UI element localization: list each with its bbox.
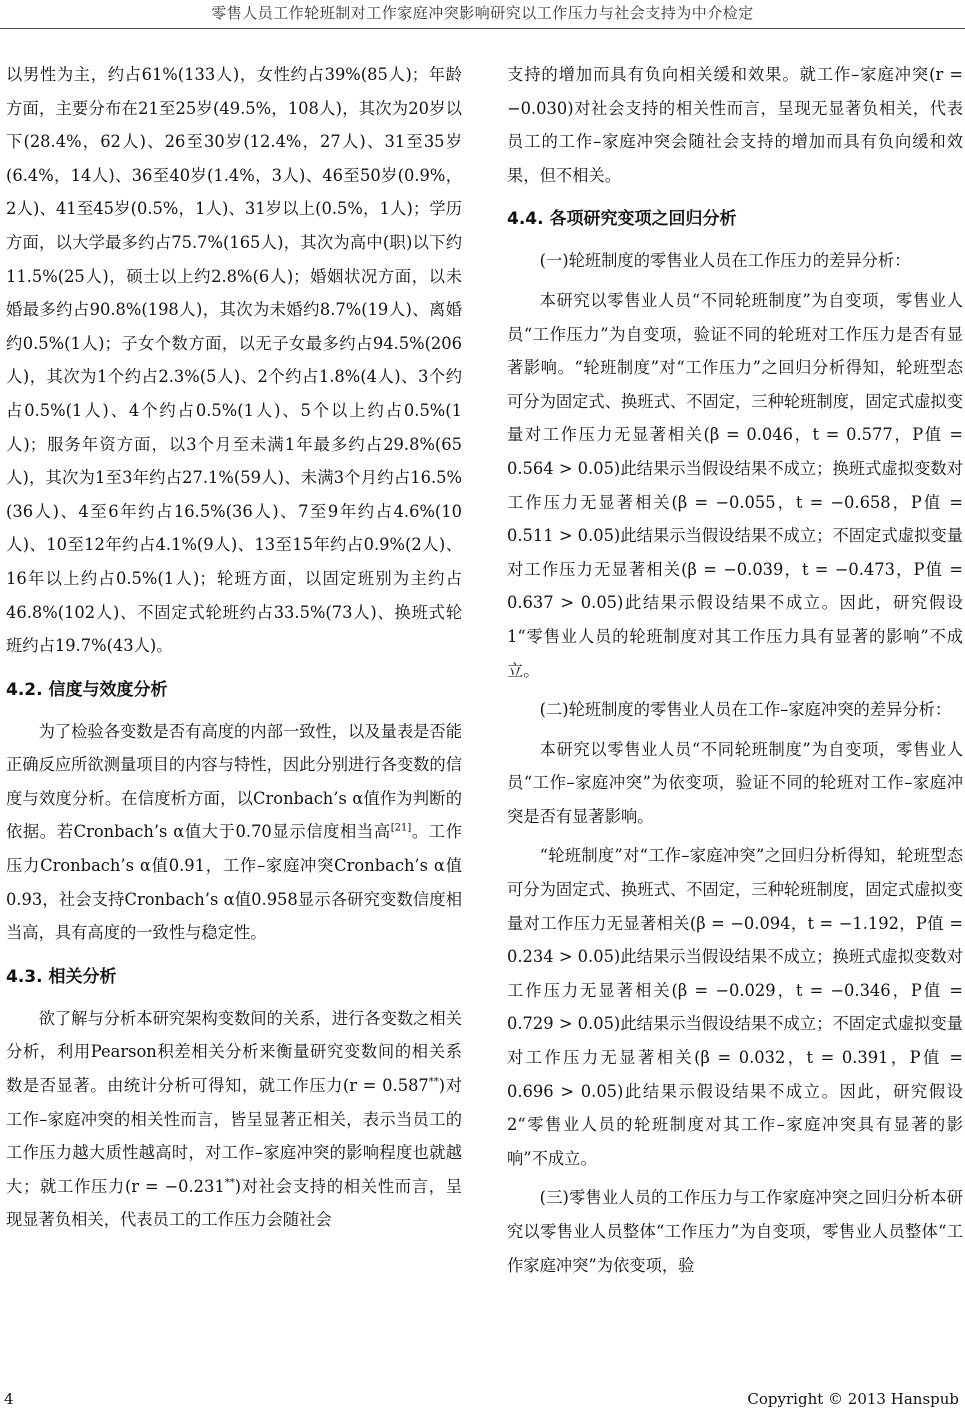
reliability-text-b: 。工作压力Cronbach’s α值0.91，工作–家庭冲突Cronbach’s α值0.93，社会支持Cronbach’s α值0.958显示各研究变数信度相当高，具有高度的一致性与稳定性。 [6, 822, 462, 943]
subheading-three: (三)零售业人员的工作压力与工作家庭冲突之回归分析本研究以零售业人员整体“工作压力”为自变项，零售业人员整体“工作家庭冲突”为依变项，验 [507, 1188, 963, 1275]
section-heading-4-3: 4.3. 相关分析 [6, 966, 117, 987]
right-column [507, 58, 963, 1288]
header-rule [0, 28, 965, 29]
regression-intro-paragraph-2: 本研究以零售业人员“不同轮班制度”为自变项，零售业人员“工作–家庭冲突”为依变项，验证不同的轮班对工作–家庭冲突是否有显著影响。 [507, 739, 963, 826]
reliability-text-a: 为了检验各变数是否有高度的内部一致性，以及量表是否能正确反应所欲测量项目的内容与特性，因此分别进行各变数的信度与效度分析。在信度析方面，以Cronbach’s α值作为判断的依据。若Cronbach’s α值大于0.70显示信度相当高 [6, 721, 462, 842]
running-header: 零售人员工作轮班制对工作家庭冲突影响研究以工作压力与社会支持为中介检定 [211, 4, 754, 22]
subheading-two: (二)轮班制度的零售业人员在工作–家庭冲突的差异分析： [539, 700, 952, 720]
correlation-text-c: )对社会支持的相关性而言，呈现显著负相关，代表员工的工作压力会随社会 [6, 1176, 462, 1230]
citation-ref: [21] [390, 823, 412, 835]
left-column [6, 58, 462, 1243]
subheading-one: (一)轮班制度的零售业人员在工作压力的差异分析： [539, 251, 911, 271]
reliability-paragraph [6, 715, 462, 950]
regression-paragraph-1: 本研究以零售业人员“不同轮班制度”为自变项，零售业人员“工作压力”为自变项，验证不同的轮班对工作压力是否有显著影响。“轮班制度”对“工作压力”之回归分析得知，轮班型态可分为固定式、换班式、不固定，三种轮班制度，固定式虚拟变量对工作压力无显著相关(β = 0.046，t = 0.577，P值 = 0.564 > 0.05)此结果示当假设结果不成立；换班式虚拟变数对工作压力无显著相关(β = −0.055，t = −0.658，P值 = 0.511 > 0.05)此结果示当假设结果不成立；不固定式虚拟变量对工作压力无显著相关(β = −0.039，t = −0.473，P值 = 0.637 > 0.05)此结果示假设结果不成立。因此，研究假设1“零售业人员的轮班制度对其工作压力具有显著的影响”不成立。 [507, 290, 963, 680]
demographics-paragraph: 以男性为主，约占61%(133人)，女性约占39%(85人)；年龄方面，主要分布在21至25岁(49.5%，108人)，其次为20岁以下(28.4%，62人)、26至30岁(12.4%，27人)、31至35岁(6.4%，14人)、36至40岁(1.4%，3人)、46至50岁(0.9%，2人)、41至45岁(0.5%，1人)、31岁以上(0.5%，1人)；学历方面，以大学最多约占75.7%(165人)，其次为高中(职)以下约11.5%(25人)，硕士以上约2.8%(6人)；婚姻状况方面，以未婚最多约占90.8%(198人)，其次为未婚约8.7%(19人)、离婚约0.5%(1人)；子女个数方面，以无子女最多约占94.5%(206人)，其次为1个约占2.3%(5人)、2个约占1.8%(4人)、3个约占0.5%(1人)、4个约占0.5%(1人)、5个以上约占0.5%(1人)；服务年资方面，以3个月至未满1年最多约占29.8%(65人)，其次为1至3年约占27.1%(59人)、未满3个月约占16.5%(36人)、4至6年约占16.5%(36人)、7至9年约占4.6%(10人)、10至12年约占4.1%(9人)、13至15年约占0.9%(2人)、16年以上约占0.5%(1人)；轮班方面，以固定班别为主约占46.8%(102人)、不固定式轮班约占33.5%(73人)、换班式轮班约占19.7%(43人)。 [6, 65, 462, 656]
page-number: 4 [4, 1390, 14, 1408]
regression-paragraph-2: “轮班制度”对“工作–家庭冲突”之回归分析得知，轮班型态可分为固定式、换班式、不固定，三种轮班制度，固定式虚拟变量对工作压力无显著相关(β = −0.094，t = −1.192，P值 = 0.234 > 0.05)此结果示当假设结果不成立；换班式虚拟变数对工作压力无显著相关(β = −0.029，t = −0.346，P值 = 0.729 > 0.05)此结果示当假设结果不成立；不固定式虚拟变量对工作压力无显著相关(β = 0.032，t = 0.391，P值 = 0.696 > 0.05)此结果示假设结果不成立。因此，研究假设2“零售业人员的轮班制度对其工作–家庭冲突具有显著的影响”不成立。 [507, 846, 963, 1168]
copyright-notice: Copyright © 2013 Hanspub [747, 1390, 959, 1408]
significance-mark: ** [224, 1177, 235, 1189]
correlation-text-a: 欲了解与分析本研究架构变数间的关系，进行各变数之相关分析，利用Pearson积差相关分析来衡量研究变数间的相关系数是否显著。由统计分析可得知，就工作压力(r = 0.587 [6, 1008, 462, 1096]
section-heading-4-4: 4.4. 各项研究变项之回归分析 [507, 209, 737, 230]
significance-mark: ** [428, 1076, 439, 1088]
section-heading-4-2: 4.2. 信度与效度分析 [6, 679, 168, 700]
correlation-continued-paragraph: 支持的增加而具有负向相关缓和效果。就工作–家庭冲突(r = −0.030)对社会支持的相关性而言，呈现无显著负相关，代表员工的工作–家庭冲突会随社会支持的增加而具有负向缓和效果，但不相关。 [507, 65, 963, 185]
correlation-paragraph [6, 1002, 462, 1237]
correlation-text-b: )对工作–家庭冲突的相关性而言，皆呈显著正相关，表示当员工的工作压力越大质性越高时，对工作–家庭冲突的影响程度也就越大；就工作压力(r = −0.231 [6, 1076, 462, 1196]
